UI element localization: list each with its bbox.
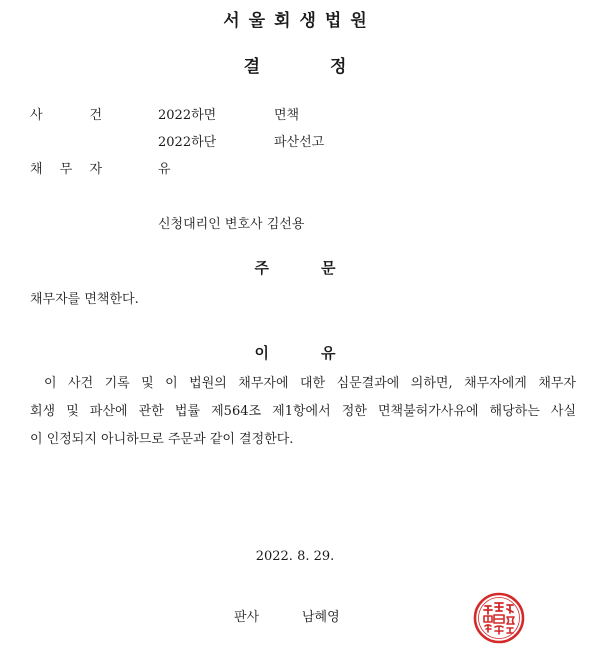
court-name: 서울회생법원 [223,11,376,31]
judge-seal-icon [472,591,526,645]
case-label [30,104,102,123]
order-text: 채무자를 면책한다. [30,292,139,307]
case-type: 면책 [274,108,300,123]
debtor-name: 유 [158,162,171,177]
case-number: 2022하단 [158,135,217,150]
reason-line: 이 인정되지 아니하므로 주문과 같이 결정한다. [30,432,294,447]
agent-info: 신청대리인 변호사 김선용 [158,217,305,232]
reason-heading-left: 이 [254,344,269,362]
document-title [0,52,590,77]
debtor-label-char: 채 [30,162,43,177]
case-number: 2022하면 [158,108,217,123]
document-title-left: 결 [243,57,260,77]
reason-line: 이 사건 기록 및 이 법원의 채무자에 대한 심문결과에 의하면, 채무자에게 채무자 [44,376,576,391]
case-label-char: 건 [89,108,102,123]
order-heading-right: 문 [321,259,336,277]
judge-name: 남혜영 [302,610,340,625]
judge-title: 판사 [234,610,260,625]
reason-line: 회생 및 파산에 관한 법률 제564조 제1항에서 정한 면책불허가사유에 해당하는 사실 [30,404,576,419]
reason-heading-right: 유 [321,344,336,362]
debtor-label [30,158,102,177]
case-type: 파산선고 [274,135,325,150]
decision-date: 2022. 8. 29. [255,549,335,564]
debtor-label-char: 무 [59,162,73,177]
debtor-label-char: 자 [89,162,102,177]
document-title-right: 정 [330,57,347,77]
order-heading [0,257,590,278]
case-label-char: 사 [30,108,43,123]
order-heading-left: 주 [254,259,269,277]
reason-heading [0,342,590,363]
